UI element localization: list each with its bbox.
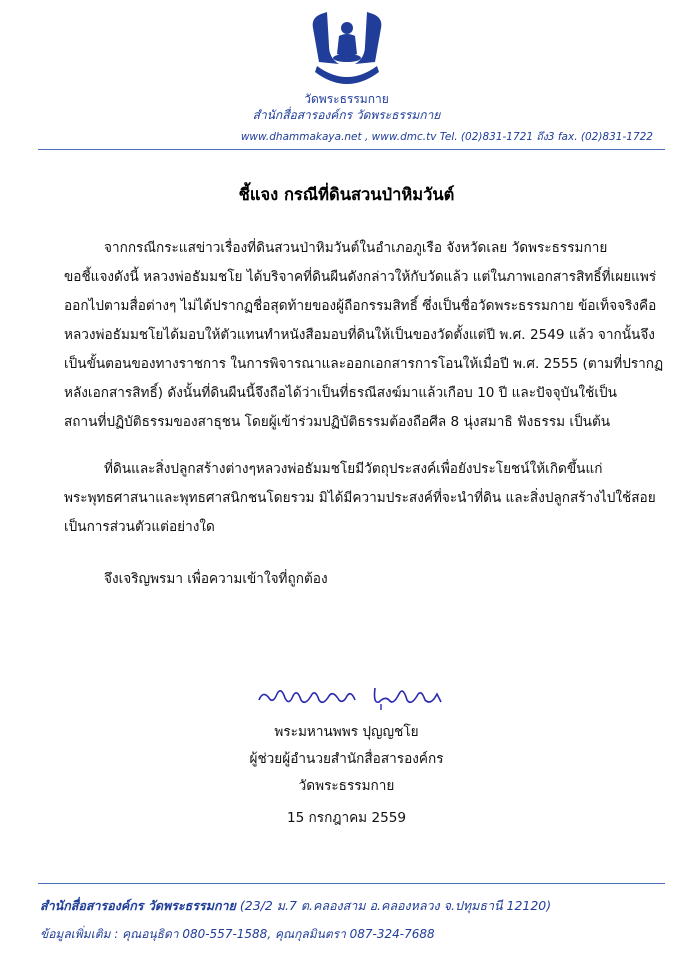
signer-position: ผู้ช่วยผู้อำนวยสำนักสื่อสารองค์กร: [249, 751, 444, 767]
paragraph-line: หลังเอกสารสิทธิ์) ดังนั้นที่ดินผืนนี้จึงถือได้ว่าเป็นที่ธรณีสงฆ์มาแล้วเกือบ 10 ปี และปัจจุบันใช้เป็น: [64, 385, 617, 401]
signer-organization: วัดพระธรรมกาย: [298, 778, 395, 794]
document-title: ชี้แจง กรณีที่ดินสวนป่าหิมวันต์: [238, 185, 455, 204]
paragraph-line: เป็นขั้นตอนของทางราชการ ในการพิจารณาและออกเอกสารการโอนให้เมื่อปี พ.ศ. 2555 (ตามที่ปรากฏ: [64, 356, 664, 372]
temple-logo: [309, 6, 385, 88]
paragraph-2: [64, 455, 665, 542]
footer-address-text: (23/2 ม.7 ต.คลองสาม อ.คลองหลวง จ.ปทุมธานี 12120): [235, 898, 552, 913]
handwritten-signature: [255, 678, 455, 712]
paragraph-line: ที่ดินและสิ่งปลูกสร้างต่างๆหลวงพ่อธัมมชโยมีวัตถุประสงค์เพื่อยังประโยชน์ให้เกิดขึ้นแก่: [104, 461, 603, 477]
document-date: 15 กรกฎาคม 2559: [286, 810, 407, 826]
paragraph-line: พระพุทธศาสนาและพุทธศาสนิกชนโดยรวม มิได้มีความประสงค์ที่จะนำที่ดิน และสิ่งปลูกสร้างไปใช้สอย: [64, 490, 656, 506]
paragraph-line: สถานที่ปฏิบัติธรรมของสาธุชน โดยผู้เข้าร่วมปฏิบัติธรรมต้องถือศีล 8 นุ่งสมาธิ ฟังธรรม เป็นต้น: [64, 414, 611, 430]
footer-address: [40, 896, 551, 916]
footer-contact: ข้อมูลเพิ่มเติม : คุณอนุธิดา 080-557-1588, คุณกุลมินตรา 087-324-7688: [40, 927, 435, 941]
signer-name: พระมหานพพร ปุญญชโย: [274, 724, 419, 740]
header-divider: [38, 149, 665, 150]
office-name: สำนักสื่อสารองค์กร วัดพระธรรมกาย: [252, 108, 441, 122]
paragraph-line: ออกไปตามสื่อต่างๆ ไม่ได้ปรากฏชื่อสุดท้ายของผู้ถือกรรมสิทธิ์ ซึ่งเป็นชื่อวัดพระธรรมกาย ข้อเท็จจริงคือ: [64, 298, 657, 314]
footer-divider: [38, 883, 665, 884]
paragraph-line: หลวงพ่อธัมมชโยได้มอบให้ตัวแทนทำหนังสือมอบที่ดินให้เป็นของวัดตั้งแต่ปี พ.ศ. 2549 แล้ว จากนั้นจึง: [64, 327, 655, 343]
closing-line: [64, 565, 665, 594]
paragraph-1: [64, 234, 665, 437]
paragraph-line: เป็นการส่วนตัวแต่อย่างใด: [64, 519, 215, 535]
paragraph-line: จึงเจริญพรมา เพื่อความเข้าใจที่ถูกต้อง: [104, 571, 328, 587]
paragraph-line: จากกรณีกระแสข่าวเรื่องที่ดินสวนป่าหิมวันต์ในอำเภอภูเรือ จังหวัดเลย วัดพระธรรมกาย: [104, 240, 608, 256]
contact-line: www.dhammakaya.net , www.dmc.tv Tel. (02)831-1721 ถึง3 fax. (02)831-1722: [240, 131, 653, 143]
temple-name: วัดพระธรรมกาย: [304, 92, 389, 106]
paragraph-line: ขอชี้แจงดังนี้ หลวงพ่อธัมมชโย ได้บริจาคที่ดินผืนดังกล่าวให้กับวัดแล้ว แต่ในภาพเอกสารสิทธิ์ที่เผยแพร่: [64, 269, 657, 285]
footer-office: สำนักสื่อสารองค์กร วัดพระธรรมกาย: [40, 898, 236, 913]
